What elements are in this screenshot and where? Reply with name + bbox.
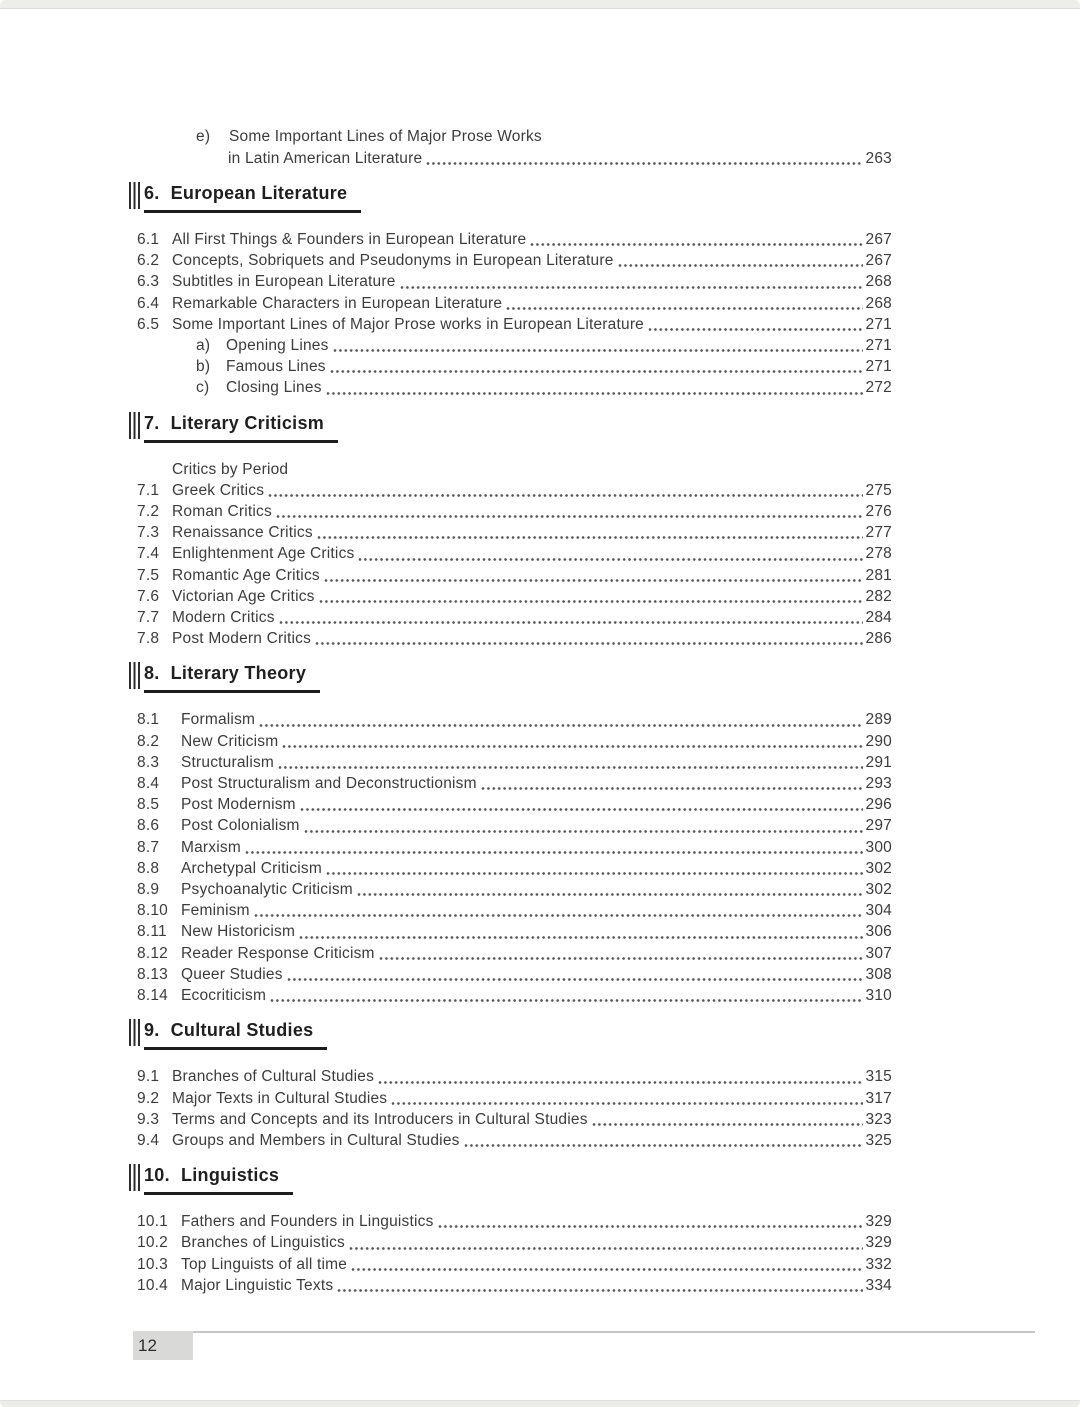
entry-title: Archetypal Criticism [181,859,322,877]
dot-leader [268,493,862,498]
entry-number: a) [196,337,211,355]
entry-number: 8.4 [137,775,160,793]
toc-section [137,662,892,1006]
entry-title: New Historicism [181,923,296,941]
entry-page-number: 334 [865,1276,892,1294]
section-header [129,182,892,213]
entry-page-number: 271 [865,337,892,355]
toc-entry [137,773,892,794]
section-number: 8. [144,663,160,684]
entry-number: 7.8 [137,630,160,648]
entry-number: 7.7 [137,609,160,627]
entry-title: Post Modernism [181,796,296,814]
toc-entry [137,522,892,543]
dot-leader [506,306,862,311]
entry-number: 9.2 [137,1089,160,1107]
entry-number: 8.12 [137,944,168,962]
entry-page-number: 325 [865,1131,892,1149]
section-title: Literary Criticism [170,412,325,433]
page-number-badge [133,1331,193,1360]
entry-page-number: 296 [865,796,892,814]
section-subheading: Critics by Period [172,460,289,478]
dot-leader [378,1080,862,1085]
toc-entry [137,858,892,879]
entry-title: Groups and Members in Cultural Studies [172,1131,460,1149]
entry-title: Post Structuralism and Deconstructionism [181,775,477,793]
entry-title: Victorian Age Critics [172,587,315,605]
entry-page-number: 277 [865,524,892,542]
entry-title: Branches of Linguistics [181,1234,345,1252]
dot-leader [319,599,863,604]
entry-page-number: 284 [865,609,892,627]
dot-leader [357,892,863,897]
entry-number: 6.5 [137,315,160,333]
entry-title: Some Important Lines of Major Prose works in European Literature [172,315,644,333]
entry-number: c) [196,379,210,397]
entry-page-number: 315 [865,1068,892,1086]
toc-entry [137,1109,892,1130]
entry-page-number: 281 [865,566,892,584]
toc-entry [137,837,892,858]
entry-number: 10.4 [137,1276,168,1294]
entry-number: 8.1 [137,711,160,729]
section-entries [137,709,892,1006]
entry-page-number: 275 [865,481,892,499]
dot-leader [592,1122,863,1127]
entry-title: Branches of Cultural Studies [172,1068,375,1086]
dot-leader [300,807,863,812]
section-number: 10. [144,1165,170,1186]
entry-number: 8.14 [137,987,168,1005]
dot-leader [400,285,863,290]
entry-page-number: 329 [865,1213,892,1231]
entry-number: b) [196,358,211,376]
section-title: Linguistics [180,1165,280,1186]
entry-number: 6.3 [137,273,160,291]
dot-leader [287,977,863,982]
dot-leader [299,935,862,940]
section-title: Cultural Studies [170,1020,314,1041]
toc-entry [137,229,892,250]
entry-page-number: 263 [865,149,892,167]
dot-leader [337,1288,862,1293]
entry-page-number: 308 [865,965,892,983]
toc-entry [137,709,892,730]
toc-entry [137,250,892,271]
entry-title: Post Modern Critics [172,630,312,648]
toc-entry [137,752,892,773]
toc-entry [137,1275,892,1296]
toc-entry [137,1254,892,1275]
dot-leader [326,391,863,396]
entry-page-number: 306 [865,923,892,941]
entry-title: Major Texts in Cultural Studies [172,1089,388,1107]
dot-leader [317,535,863,540]
dot-leader [349,1246,863,1251]
dot-leader [315,641,862,646]
entry-number: 8.8 [137,859,160,877]
entry-page-number: 317 [865,1089,892,1107]
triple-bar-icon [129,412,140,439]
toc-entry [137,377,892,398]
toc-entry [137,1066,892,1087]
toc-entry [137,1130,892,1151]
entry-page-number: 310 [865,987,892,1005]
entry-page-number: 268 [865,273,892,291]
entry-title: Formalism [181,711,256,729]
toc-entry [137,985,892,1006]
entry-number: 9.1 [137,1068,160,1086]
entry-number: 8.6 [137,817,160,835]
entry-title: Reader Response Criticism [181,944,375,962]
entry-title: Closing Lines [226,379,322,397]
dot-leader [379,956,863,961]
section-number: 6. [144,183,160,203]
toc-entry [137,335,892,356]
entry-page-number: 297 [865,817,892,835]
entry-title: Famous Lines [226,358,326,376]
toc-entry [137,356,892,377]
entry-title: Post Colonialism [181,817,300,835]
toc-entry [137,501,892,522]
dot-leader [270,998,862,1003]
section-entries [137,1211,892,1296]
entry-title: Marxism [181,838,241,856]
entry-title: Concepts, Sobriquets and Pseudonyms in European Literature [172,252,614,270]
toc-entry [137,1232,892,1253]
toc-section [137,182,892,399]
toc-entry [137,586,892,607]
toc-sections [137,182,892,1296]
toc-entry [137,543,892,564]
entry-number: 10.3 [137,1255,168,1273]
entry-page-number: 278 [865,545,892,563]
entry-title: Fathers and Founders in Linguistics [181,1213,434,1231]
toc-entry [137,565,892,586]
toc-entry [137,293,892,314]
entry-page-number: 329 [865,1234,892,1252]
entry-number: 8.2 [137,732,160,750]
section-header [129,1164,892,1195]
entry-number: 7.6 [137,587,160,605]
entry-page-number: 271 [865,315,892,333]
dot-leader [278,765,862,770]
entry-page-number: 323 [865,1110,892,1128]
entry-number: 8.11 [137,923,167,941]
entry-title: Psychoanalytic Criticism [181,881,353,899]
dot-leader [330,369,863,374]
entry-number: e) [196,128,211,145]
entry-title: Structuralism [181,753,275,771]
entry-number: 6.2 [137,252,160,270]
entry-page-number: 286 [865,630,892,648]
toc-content [137,126,892,1296]
toc-entry [137,1211,892,1232]
entry-page-number: 302 [865,881,892,899]
entry-title: Remarkable Characters in European Literature [172,294,503,312]
entry-number: 10.2 [137,1234,168,1252]
entry-title: Modern Critics [172,609,275,627]
dot-leader [282,744,862,749]
toc-section [137,1164,892,1296]
dot-leader [438,1224,863,1229]
dot-leader [259,723,862,728]
entry-page-number: 291 [865,753,892,771]
entry-page-number: 267 [865,252,892,270]
entry-number: 8.3 [137,753,160,771]
dot-leader [351,1267,862,1272]
dot-leader [245,850,863,855]
entry-title: Terms and Concepts and its Introducers in Cultural Studies [172,1110,588,1128]
entry-page-number: 290 [865,732,892,750]
entry-page-number: 307 [865,944,892,962]
toc-carryover-entry [137,126,892,169]
toc-section [137,1019,892,1151]
toc-entry [137,900,892,921]
section-entries [137,459,892,650]
entry-title: Romantic Age Critics [172,566,320,584]
toc-entry [137,1088,892,1109]
toc-entry [137,794,892,815]
toc-entry [137,879,892,900]
entry-number: 7.3 [137,524,160,542]
toc-entry [137,731,892,752]
entry-title: Opening Lines [226,337,329,355]
entry-title: Greek Critics [172,481,265,499]
triple-bar-icon [129,1019,140,1046]
entry-page-number: 268 [865,294,892,312]
toc-section [137,412,892,650]
dot-leader [279,620,863,625]
entry-number: 7.5 [137,566,160,584]
dot-leader [326,871,863,876]
entry-number: 7.1 [137,481,160,499]
entry-title: New Criticism [181,732,279,750]
entry-title-line1: Some Important Lines of Major Prose Works [229,128,542,145]
section-title: Literary Theory [170,663,307,684]
toc-entry [137,480,892,501]
entry-page-number: 302 [865,859,892,877]
section-header [129,1019,892,1050]
entry-title: Roman Critics [172,503,272,521]
entry-page-number: 267 [865,231,892,248]
entry-title-line2: in Latin American Literature [228,149,423,167]
entry-page-number: 282 [865,587,892,605]
entry-page-number: 293 [865,775,892,793]
entry-number: 8.9 [137,881,160,899]
entry-title: Feminism [181,902,250,920]
page-edge-bottom [0,1400,1080,1407]
entry-title: Major Linguistic Texts [181,1276,334,1294]
toc-entry [137,607,892,628]
section-number: 9. [144,1020,160,1041]
entry-number: 7.2 [137,503,160,521]
entry-title: Subtitles in European Literature [172,273,396,291]
entry-title: All First Things & Founders in European Literature [172,231,527,248]
toc-entry [137,943,892,964]
toc-entry [137,271,892,292]
entry-page-number: 300 [865,838,892,856]
entry-title: Queer Studies [181,965,283,983]
dot-leader [276,514,863,519]
toc-entry [137,314,892,335]
entry-number: 9.4 [137,1131,160,1149]
entry-title: Ecocriticism [181,987,267,1005]
entry-title: Renaissance Critics [172,524,313,542]
triple-bar-icon [129,662,140,689]
entry-number: 6.4 [137,294,160,312]
toc-entry [137,815,892,836]
dot-leader [324,578,863,583]
triple-bar-icon [129,182,140,209]
entry-number: 8.13 [137,965,168,983]
toc-entry [137,628,892,649]
entry-number: 8.7 [137,838,160,856]
entry-page-number: 332 [865,1255,892,1273]
entry-title: Top Linguists of all time [181,1255,348,1273]
dot-leader [426,161,862,166]
entry-page-number: 304 [865,902,892,920]
dot-leader [530,242,862,247]
dot-leader [481,786,863,791]
dot-leader [391,1101,862,1106]
entry-page-number: 271 [865,358,892,376]
section-number: 7. [144,412,160,433]
triple-bar-icon [129,1164,140,1191]
section-header [129,412,892,443]
dot-leader [304,829,863,834]
section-header [129,662,892,693]
dot-leader [254,913,863,918]
dot-leader [333,348,863,353]
entry-number: 10.1 [137,1213,168,1231]
entry-number: 9.3 [137,1110,160,1128]
entry-title: Enlightenment Age Critics [172,545,355,563]
footer-divider [133,1331,1035,1333]
entry-number: 7.4 [137,545,160,563]
entry-number: 6.1 [137,231,160,248]
section-title: European Literature [170,183,348,203]
toc-entry [137,921,892,942]
entry-number: 8.5 [137,796,160,814]
entry-page-number: 276 [865,503,892,521]
section-entries [137,1066,892,1151]
dot-leader [358,557,862,562]
dot-leader [464,1143,863,1148]
page-edge-top [0,0,1080,9]
dot-leader [618,263,863,268]
toc-entry [137,964,892,985]
entry-number: 8.10 [137,902,168,920]
entry-page-number: 289 [865,711,892,729]
entry-page-number: 272 [865,379,892,397]
page-number: 12 [138,1335,157,1355]
dot-leader [648,327,863,332]
section-entries [137,229,892,399]
